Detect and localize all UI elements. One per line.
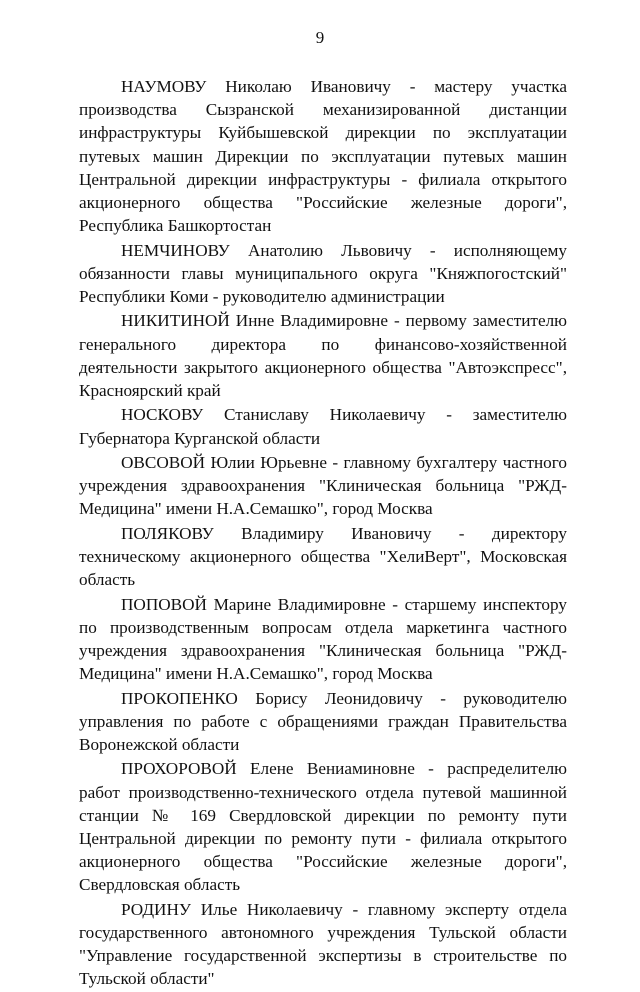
list-item: ПОПОВОЙ Марине Владимировне - старшему инспектору по производственным вопросам отдела маркетинга частного учреждения здравоохранения "Клиническая больница "РЖД-Медицина" имени Н.А.Семашко", город Москва: [79, 594, 567, 684]
list-item: ОВСОВОЙ Юлии Юрьевне - главному бухгалтеру частного учреждения здравоохранения "Клиническая больница "РЖД-Медицина" имени Н.А.Семашко", город Москва: [79, 453, 567, 519]
award-list: [79, 75, 567, 992]
list-item: РОДИНУ Илье Николаевичу - главному эксперту отдела государственного автономного учреждения Тульской области "Управление государственной экспертизы в строительстве по Тульской области": [79, 899, 567, 989]
list-item: ПРОКОПЕНКО Борису Леонидовичу - руководителю управления по работе с обращениями граждан Правительства Воронежской области: [79, 688, 567, 754]
list-item: ПОЛЯКОВУ Владимиру Ивановичу - директору техническому акционерного общества "ХелиВерт", Московская область: [79, 523, 567, 590]
list-item: НАУМОВУ Николаю Ивановичу - мастеру участка производства Сызранской механизированной дистанции инфраструктуры Куйбышевской дирекции по эксплуатации путевых машин Дирекции по эксплуатации путевых машин Центральной дирекции инфраструктуры - филиала открытого акционерного общества "Российские железные дороги", Республика Башкортостан: [79, 77, 567, 236]
list-item: ПРОХОРОВОЙ Елене Вениаминовне - распределителю работ производственно-технического отдела путевой машинной станции № 169 Свердловской дирекции по ремонту пути Центральной дирекции по ремонту пути - филиала открытого акционерного общества "Российские железные дороги", Свердловская область: [79, 759, 567, 895]
list-item: НИКИТИНОЙ Инне Владимировне - первому заместителю генерального директора по финансово-хозяйственной деятельности закрытого акционерного общества "Автоэкспресс", Красноярский край: [79, 311, 567, 401]
page-number: 9: [315, 28, 325, 47]
list-item: НЕМЧИНОВУ Анатолию Львовичу - исполняющему обязанности главы муниципального округа "Княжпогостский" Республики Коми - руководителю администрации: [79, 240, 567, 307]
list-item: НОСКОВУ Станиславу Николаевичу - заместителю Губернатора Курганской области: [79, 405, 567, 448]
